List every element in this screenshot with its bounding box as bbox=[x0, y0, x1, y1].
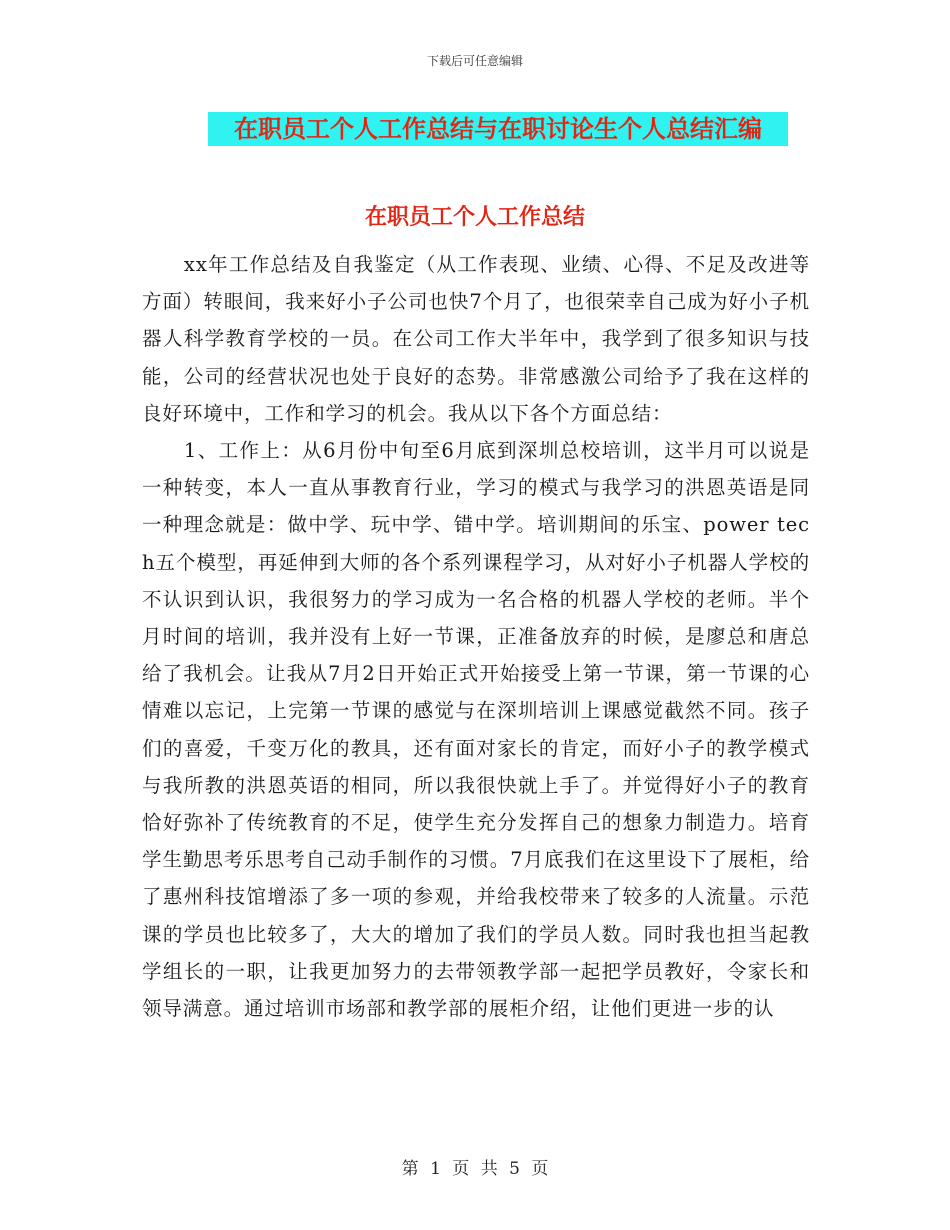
main-title-highlight bbox=[208, 112, 788, 146]
header-note: 下载后可任意编辑 bbox=[426, 54, 523, 68]
paragraph: 1、工作上：从6月份中旬至6月底到深圳总校培训，这半月可以说是一种转变，本人一直从事教育行业，学习的模式与我学习的洪恩英语是同一种理念就是：做中学、玩中学、错中学。培训期间的乐宝、power tech五个模型，再延伸到大师的各个系列课程学习，从对好小子机器人学校的不认识到认识，我很努力的学习成为一名合格的机器人学校的老师。半个月时间的培训，我并没有上好一节课，正准备放弃的时候，是廖总和唐总给了我机会。让我从7月2日开始正式开始接受上第一节课，第一节课的心情难以忘记，上完第一节课的感觉与在深圳培训上课感觉截然不同。孩子们的喜爱，千变万化的教具，还有面对家长的肯定，而好小子的教学模式与我所教的洪恩英语的相同，所以我很快就上手了。并觉得好小子的教育恰好弥补了传统教育的不足，使学生充分发挥自己的想象力制造力。培育学生勤思考乐思考自己动手制作的习惯。7月底我们在这里设下了展柜，给了惠州科技馆增添了多一项的参观，并给我校带来了较多的人流量。示范课的学员也比较多了，大大的增加了我们的学员人数。同时我也担当起教学组长的一职，让我更加努力的去带领教学部一起把学员教好，令家长和领导满意。通过培训市场部和教学部的展柜介绍，让他们更进一步的认 bbox=[142, 439, 810, 1021]
page-number-footer: 第 1 页 共 5 页 bbox=[401, 1159, 549, 1179]
paragraph: xx年工作总结及自我鉴定（从工作表现、业绩、心得、不足及改进等方面）转眼间，我来好小子公司也快7个月了，也很荣幸自己成为好小子机器人科学教育学校的一员。在公司工作大半年中，我学到了很多知识与技能，公司的经营状况也处于良好的态势。非常感激公司给予了我在这样的良好环境中，工作和学习的机会。我从以下各个方面总结： bbox=[142, 253, 810, 425]
section-title: 在职员工个人工作总结 bbox=[364, 204, 585, 230]
main-title: 在职员工个人工作总结与在职讨论生个人总结汇编 bbox=[208, 112, 788, 146]
body-text bbox=[142, 246, 810, 1027]
